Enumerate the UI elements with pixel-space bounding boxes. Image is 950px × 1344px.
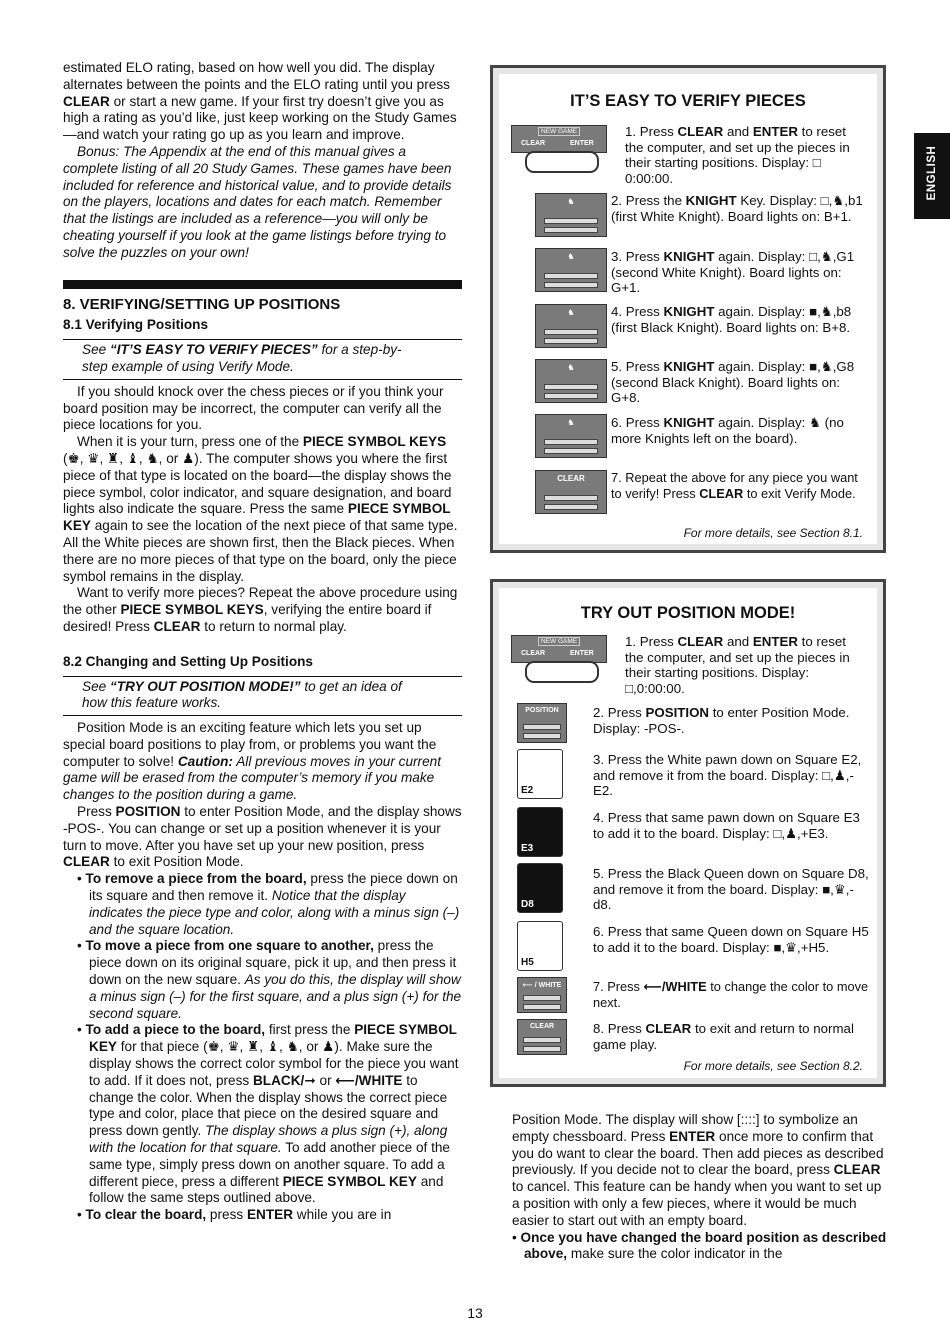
text-run: to cancel. This feature can be handy when you want to set up a position with only a few pieces, where it would be much easier to start out with an empty board. [512,1179,882,1228]
text-run: • [77,1022,86,1038]
text-run: or start a new game. If your first try doesn’t give you as high a rating as you’d like, just keep working on the Study Games—and watch your rating go up as you learn and improve. [63,93,457,143]
text-run: CLEAR [645,1021,692,1036]
text-run: 1. [625,124,640,139]
subsection-heading-8-1: 8.1 Verifying Positions [63,317,209,333]
text-run: make sure the color indicator in the [567,1246,783,1262]
text-run: Press the [625,193,686,208]
text-run: to reset the computer, and set up the pieces in their starting positions. Display: □ 0:00:00. [625,124,850,186]
knight-icon: ♞ [567,418,575,427]
text-run: 2. [611,193,626,208]
paragraph [63,585,462,635]
paragraph [63,434,462,585]
text-run: Press [639,124,678,139]
bonus-text: Bonus: The Appendix at the end of this manual gives a complete listing of all 20 Study Games. These games have been included for reference and historical value, and to provide details on the players, locations and dates for each match. Remember that the listings are included as a reference—you will only be cheating yourself if you look at the game listings before trying to solve the puzzles on your own! [63,143,452,260]
text-run: to reset the computer, and set up the pieces in their starting positions. Display: □,0:00:00. [625,634,850,696]
callout-position [63,676,462,717]
verify-step-4 [611,304,867,335]
text-run: (♚, ♛, ♜, ♝, ♞, or ♟). The computer shows you where the first piece of that type is located on the board—the display shows the piece symbol, color indicator, and square designation, and board lights also indicate the square. Press the same [63,450,452,517]
text-run: Press [625,304,664,319]
text-run: CLEAR [63,93,110,109]
knight-icon: ♞ [567,197,575,206]
position-step-3 [593,752,869,799]
text-run: to change the color to move next. [593,979,869,1010]
position-step-2 [593,705,869,736]
position-footnote: For more details, see Section 8.2. [683,1059,863,1073]
knight-icon: ♞ [567,363,575,372]
text-run: press [206,1207,247,1223]
square-label: H5 [521,957,534,968]
text-run: PIECE SYMBOL KEYS [302,434,447,450]
new-game-keys [511,125,607,173]
paragraph [63,804,462,871]
text-run: 6. [611,415,626,430]
bullet-move-piece [63,938,462,1022]
text-run: See [82,678,110,694]
text-run: 6. [593,924,608,939]
text-run: To add another piece of the same type, simply press down on another square. To add a different piece, press a different [89,1140,450,1189]
language-tab [914,133,950,219]
text-run: press the piece down on its original square, pick it up, and then press it down on the new square. [89,938,457,988]
text-run: BLACK/➞ [252,1072,316,1088]
clear-key-label: CLEAR [557,474,585,483]
text-run: to enter Position Mode. Display: -POS-. [593,705,850,736]
text-run: once more to confirm that you do want to clear the board. Then add pieces as described previously. If you decide not to clear the board, press [512,1128,884,1178]
text-run: The display shows a plus sign (+), along with the location for that square. [89,1123,448,1156]
bullet-clear-board [63,1207,462,1224]
text-run: 8. [593,1021,608,1036]
text-run: • [512,1229,521,1245]
position-step-7 [593,979,873,1010]
callout-verify [63,339,462,380]
text-run: Press that same pawn down on Square E3 to add it to the board. Display: □,♟,+E3. [593,810,860,841]
text-run: PIECE SYMBOL KEY [63,501,451,534]
text-run: Press [77,804,116,820]
page-number: 13 [467,1305,483,1321]
text-run: KNIGHT [685,193,737,208]
text-run: KNIGHT [663,415,715,430]
text-run: Press the Black Queen down on Square D8, and remove it from the board. Display: ■,♛,-d8. [593,866,869,912]
text-run: CLEAR [677,124,724,139]
text-run: first press the [265,1022,355,1038]
text-run: 3. [611,249,626,264]
clear-key-label: CLEAR [521,140,546,147]
verify-footnote: For more details, see Section 8.1. [683,526,863,540]
text-run: Position Mode is an exciting feature which lets you set up special board positions to play from, or problems you want the computer to solve! [63,720,437,769]
square-label: E2 [521,785,534,796]
verify-step-1 [625,124,865,186]
text-run: 7. [593,979,608,994]
text-run: again. Display: ♞ (no more Knights left on the board). [611,415,844,446]
text-run: Press that same Queen down on Square H5 to add it to the board. Display: ■,♛,+H5. [593,924,869,955]
text-run: To clear the board, [85,1207,207,1223]
knight-key [535,414,607,458]
text-run: 3. [593,752,608,767]
text-run: to change the color. When the display shows the correct piece type and color, place that piece on the desired square and press down gently. [89,1072,448,1139]
text-run: CLEAR [153,618,201,634]
position-step-1 [625,634,867,696]
text-run: 2. [593,705,608,720]
text-run: ⟵/WHITE [643,979,707,994]
text-run: KNIGHT [663,304,715,319]
text-run: 4. [611,304,626,319]
text-run: again. Display: ■,♞,G8 (second Black Knight). Board lights on: G+8. [611,359,855,405]
text-run: and [723,634,753,649]
bullet-remove-piece [63,871,462,938]
verify-box-title: IT’S EASY TO VERIFY PIECES [570,92,806,110]
section-heading: 8. VERIFYING/SETTING UP POSITIONS [63,295,341,313]
verify-step-7 [611,470,869,501]
paragraph [512,1112,890,1230]
enter-key-label: ENTER [570,650,594,657]
verify-step-5 [611,359,871,406]
text-run: Press [639,634,678,649]
knight-key [535,359,607,403]
text-run: ENTER [669,1128,716,1144]
knight-key [535,193,607,237]
paragraph [63,720,462,804]
bullet-color-indicator [512,1230,890,1264]
text-run: again. Display: □,♞,G1 (second White Knight). Board lights on: G+1. [611,249,855,295]
text-run: As you do this, the display will show a minus sign (–) for the first square, and a plus sign (+) for the second square. [89,972,462,1021]
clear-key-label: CLEAR [521,650,546,657]
text-run: to exit and return to normal game play. [593,1021,854,1052]
square-h5 [517,921,563,971]
square-label: D8 [521,899,534,910]
position-key-label: POSITION [525,707,559,714]
text-run: Press [607,1021,646,1036]
text-run: again to see the location of the next piece of that same type. All the White pieces are shown first, then the Black pieces. When there are no more pieces of that type on the board, only the piece symbol remains in the display. [63,518,458,584]
text-run: , verifying the entire board if desired! Press [63,602,432,634]
verify-step-2 [611,193,867,224]
text-run: • [77,938,86,954]
text-run: Press [625,249,664,264]
text-run: When it is your turn, press one of the [77,434,303,450]
bullet-add-piece [63,1022,462,1207]
white-key [517,977,567,1013]
subsection-heading-8-2: 8.2 Changing and Setting Up Positions [63,653,313,669]
text-run: or [315,1072,336,1088]
position-key [517,703,567,743]
text-run: PIECE SYMBOL KEY [89,1022,457,1055]
text-run: PIECE SYMBOL KEYS [120,602,264,618]
verify-step-3 [611,249,871,296]
text-run: 1. [625,634,640,649]
text-run: Caution: [177,753,233,769]
section-divider [63,280,462,289]
position-mode-box [490,579,886,1087]
text-run: • [77,871,86,887]
clear-key-label: CLEAR [529,1023,555,1030]
text-run: CLEAR [63,854,110,870]
knight-icon: ♞ [567,252,575,261]
position-box-title: TRY OUT POSITION MODE! [580,604,796,622]
text-run: press the piece down on its square and then remove it. [89,871,458,904]
knight-key [535,304,607,348]
text-run: Press [607,979,644,994]
text-run: for that piece (♚, ♛, ♜, ♝, ♞, or ♟). Make sure the display shows the correct color symbol for the piece you want to add. If it does not, press [89,1039,459,1088]
text-run: • [77,1207,86,1223]
verify-step-6 [611,415,867,446]
text-run: To add a piece to the board, [85,1022,266,1038]
press-hand-icon [525,151,599,173]
new-game-label: NEW GAME [538,637,580,646]
square-d8 [517,863,563,913]
text-run: to enter Position Mode, and the display shows -POS-. You can change or set up a position whenever it is your turn to move. After you have set up your new position, press [63,804,462,853]
text-run: Notice that the display indicates the piece type and color, along with a minus sign (–) and the square location. [89,888,460,937]
text-run: 5. [611,359,626,374]
text-run: CLEAR [699,485,744,501]
text-run: “IT’S EASY TO VERIFY PIECES” [109,342,318,358]
text-run: Want to verify more pieces? Repeat the above procedure using the other [63,585,458,618]
press-hand-icon [525,661,599,683]
position-step-6 [593,924,869,955]
text-run: Repeat the above for any piece you want to verify! Press [611,470,858,501]
text-run: and [723,124,753,139]
text-run: To remove a piece from the board, [85,871,307,887]
text-run: ENTER [752,124,798,139]
text-run: Key. Display: □,♞,b1 (first White Knight). Board lights on: B+1. [611,193,863,224]
clear-key [517,1019,567,1055]
text-run: KNIGHT [663,359,715,374]
text-run: ⟵/WHITE [335,1072,403,1088]
knight-key [535,248,607,292]
bonus-paragraph [63,144,462,262]
text-run: 4. [593,810,608,825]
text-run: PIECE SYMBOL KEY [282,1173,417,1189]
square-e3 [517,807,563,857]
text-run: All previous moves in your current game will be erased from the computer’s memory if you make changes to the position during a game. [63,753,441,803]
enter-key-label: ENTER [570,140,594,147]
text-run: ENTER [752,634,798,649]
left-column [63,60,462,1224]
text-run: to return to normal play. [200,618,347,634]
position-step-4 [593,810,869,841]
text-run: to get an idea of how this feature works. [82,678,402,711]
square-label: E3 [521,843,534,854]
text-run: Press [607,705,646,720]
text-run: estimated ELO rating, based on how well you did. The display alternates between the points and the ELO rating until you press [63,60,450,92]
text-run: and follow the same steps outlined above. [89,1173,444,1206]
text-run: 5. [593,866,608,881]
text-run: CLEAR [833,1162,881,1178]
text-run: Press [625,359,664,374]
text-run: again. Display: ■,♞,b8 (first Black Knight). Board lights on: B+8. [611,304,852,335]
text-run: to exit Verify Mode. [743,485,856,501]
text-run: CLEAR [677,634,724,649]
paragraph: If you should knock over the chess pieces or if you think your board position may be incorrect, the computer can verify all the piece locations for you. [63,383,444,433]
right-column [512,1112,890,1263]
text-run: while you are in [293,1207,392,1223]
white-key-label: ⟵ / WHITE [522,982,562,989]
position-step-8 [593,1021,869,1052]
text-run: POSITION [115,804,181,820]
text-run: for a step-by-step example of using Verify Mode. [82,342,402,374]
square-e2 [517,749,563,799]
verify-pieces-box [490,65,886,553]
text-run: “TRY OUT POSITION MODE!” [109,678,301,694]
new-game-label: NEW GAME [538,127,580,136]
text-run: To move a piece from one square to another, [85,938,374,954]
text-run: KNIGHT [663,249,715,264]
text-run: Press [625,415,664,430]
intro-paragraph [63,60,462,144]
text-run: Position Mode. The display will show [::::] to symbolize an empty chessboard. Press [512,1112,858,1144]
text-run: to exit Position Mode. [109,854,244,870]
clear-key [535,470,607,514]
knight-icon: ♞ [567,308,575,317]
text-run: Press the White pawn down on Square E2, and remove it from the board. Display: □,♟,-E2. [593,752,862,798]
text-run: Once you have changed the board position as described above, [520,1229,887,1262]
text-run: 7. [611,470,626,485]
new-game-keys [511,635,607,683]
position-step-5 [593,866,869,913]
language-tab-label: ENGLISH [926,145,938,201]
text-run: See [82,342,110,358]
text-run: POSITION [645,705,710,720]
text-run: ENTER [246,1207,294,1223]
